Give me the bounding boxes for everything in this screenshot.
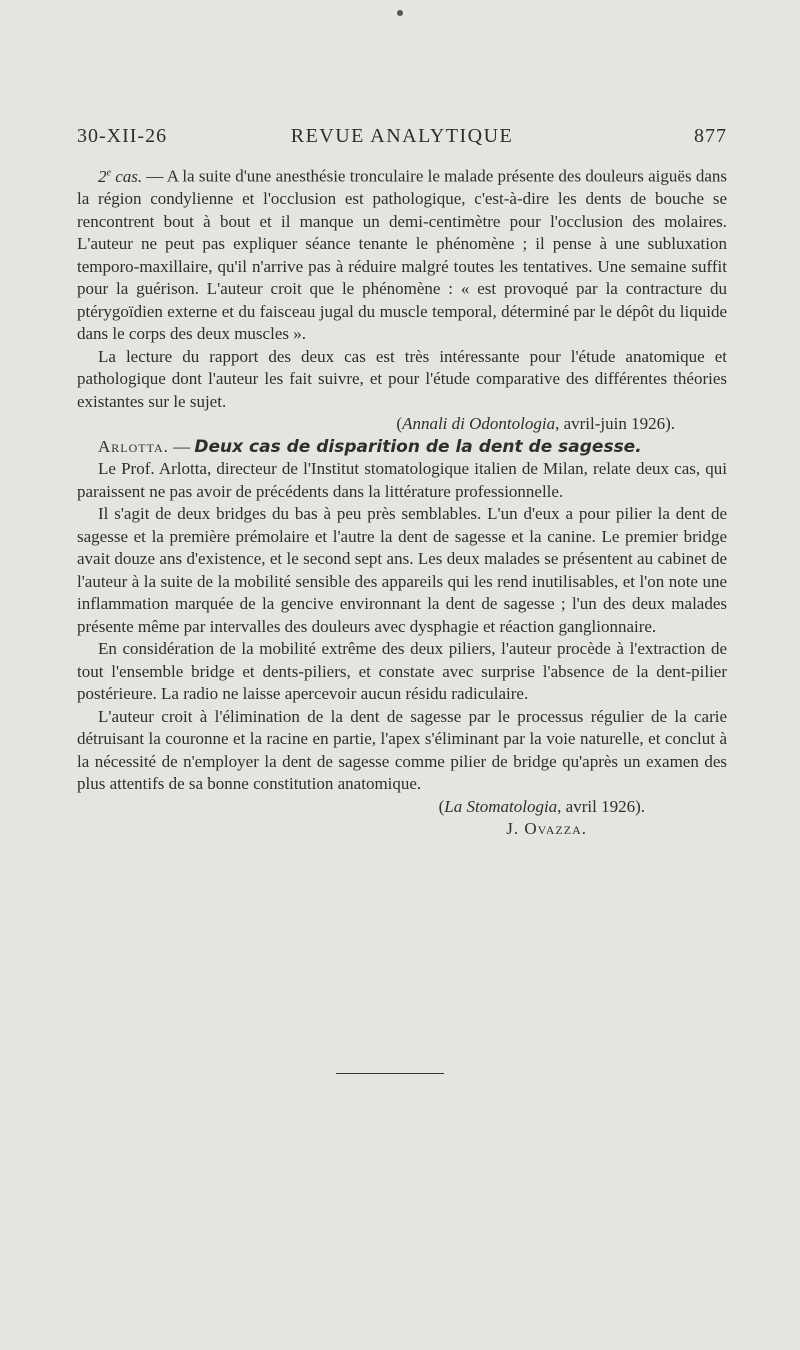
end-rule-divider (336, 1073, 444, 1074)
article-paragraph: Il s'agit de deux bridges du bas à peu près semblables. L'un d'eux a pour pilier la dent de sagesse et la première prémolaire et l'autre la dent de sagesse et la canine. Le premier bridge avait douze ans d'existence, et le second sept ans. Les deux malades se présentent au cabinet de l'auteur à la suite de la mobilité sensible des appareils qui les rend inutilisables, et l'on note une inflammation marquée de la gencive environnant la dent de sagesse ; l'un des deux malades présente même par intervalles des douleurs avec dysphagie et réaction ganglionnaire. (77, 504, 727, 636)
article-signature: J. Ovazza. (506, 819, 587, 839)
case2-source-citation: (Annali di Odontologia, avril-juin 1926). (396, 414, 675, 434)
page-number: 877 (694, 125, 727, 147)
article-paragraph: Le Prof. Arlotta, directeur de l'Institut stomatologique italien de Milan, relate deux cas, qui paraissent ne pas avoir de précédents dans la littérature professionnelle. (77, 459, 727, 501)
running-head (77, 125, 727, 155)
article-heading: Arlotta. — Deux cas de disparition de la dent de sagesse. (98, 436, 642, 457)
article-paragraph: En considération de la mobilité extrême des deux piliers, l'auteur procède à l'extraction de tout l'ensemble bridge et dents-piliers, et constate avec surprise l'absence de la dent-pilier postérieure. La radio ne laisse apercevoir aucun résidu radiculaire. (77, 639, 727, 704)
article-source-citation: (La Stomatologia, avril 1926). (438, 796, 645, 816)
article-paragraph: L'auteur croit à l'élimination de la dent de sagesse par le processus régulier de la carie détruisant la couronne et la racine en partie, l'apex s'éliminant par la voie naturelle, et conclut à la nécessité de n'employer la dent de sagesse comme pilier de bridge qu'après un examen des plus attentifs de sa bonne constitution anatomique. (77, 706, 727, 794)
case-label: 2e cas. (98, 166, 143, 186)
article-title: Deux cas de disparition de la dent de sagesse. (194, 436, 642, 457)
article-author: Arlotta. (98, 436, 169, 456)
case2-paragraph: 2e cas. — A la suite d'une anesthésie tronculaire le malade présente des douleurs aiguës dans la région condylienne et l'occlusion est pathologique, c'est-à-dire les dents de bouche se rencontrent bout à bout et il manque un demi-centimètre pour l'occlusion des molaires. L'auteur ne peut pas expliquer séance tenante le phénomène ; il pense à une subluxation temporo-maxillaire, qu'il n'arrive pas à réduire malgré toutes les tentatives. Une semaine suffit pour la guérison. L'auteur croit que le phénomène : « est provoqué par la contracture du ptérygoïdien externe et du faisceau jugal du muscle temporal, déterminé par le dépôt du liquide dans le corps des deux muscles ». (77, 166, 727, 344)
page-body (77, 162, 727, 841)
header-journal-title: REVUE ANALYTIQUE (290, 125, 514, 147)
case2-summary-paragraph: La lecture du rapport des deux cas est très intéressante pour l'étude anatomique et pathologique dont l'auteur les fait suivre, et pour l'étude comparative des différentes théories existantes sur le sujet. (77, 346, 727, 411)
header-date: 30-XII-26 (77, 125, 168, 147)
page-dot-mark (397, 10, 403, 16)
